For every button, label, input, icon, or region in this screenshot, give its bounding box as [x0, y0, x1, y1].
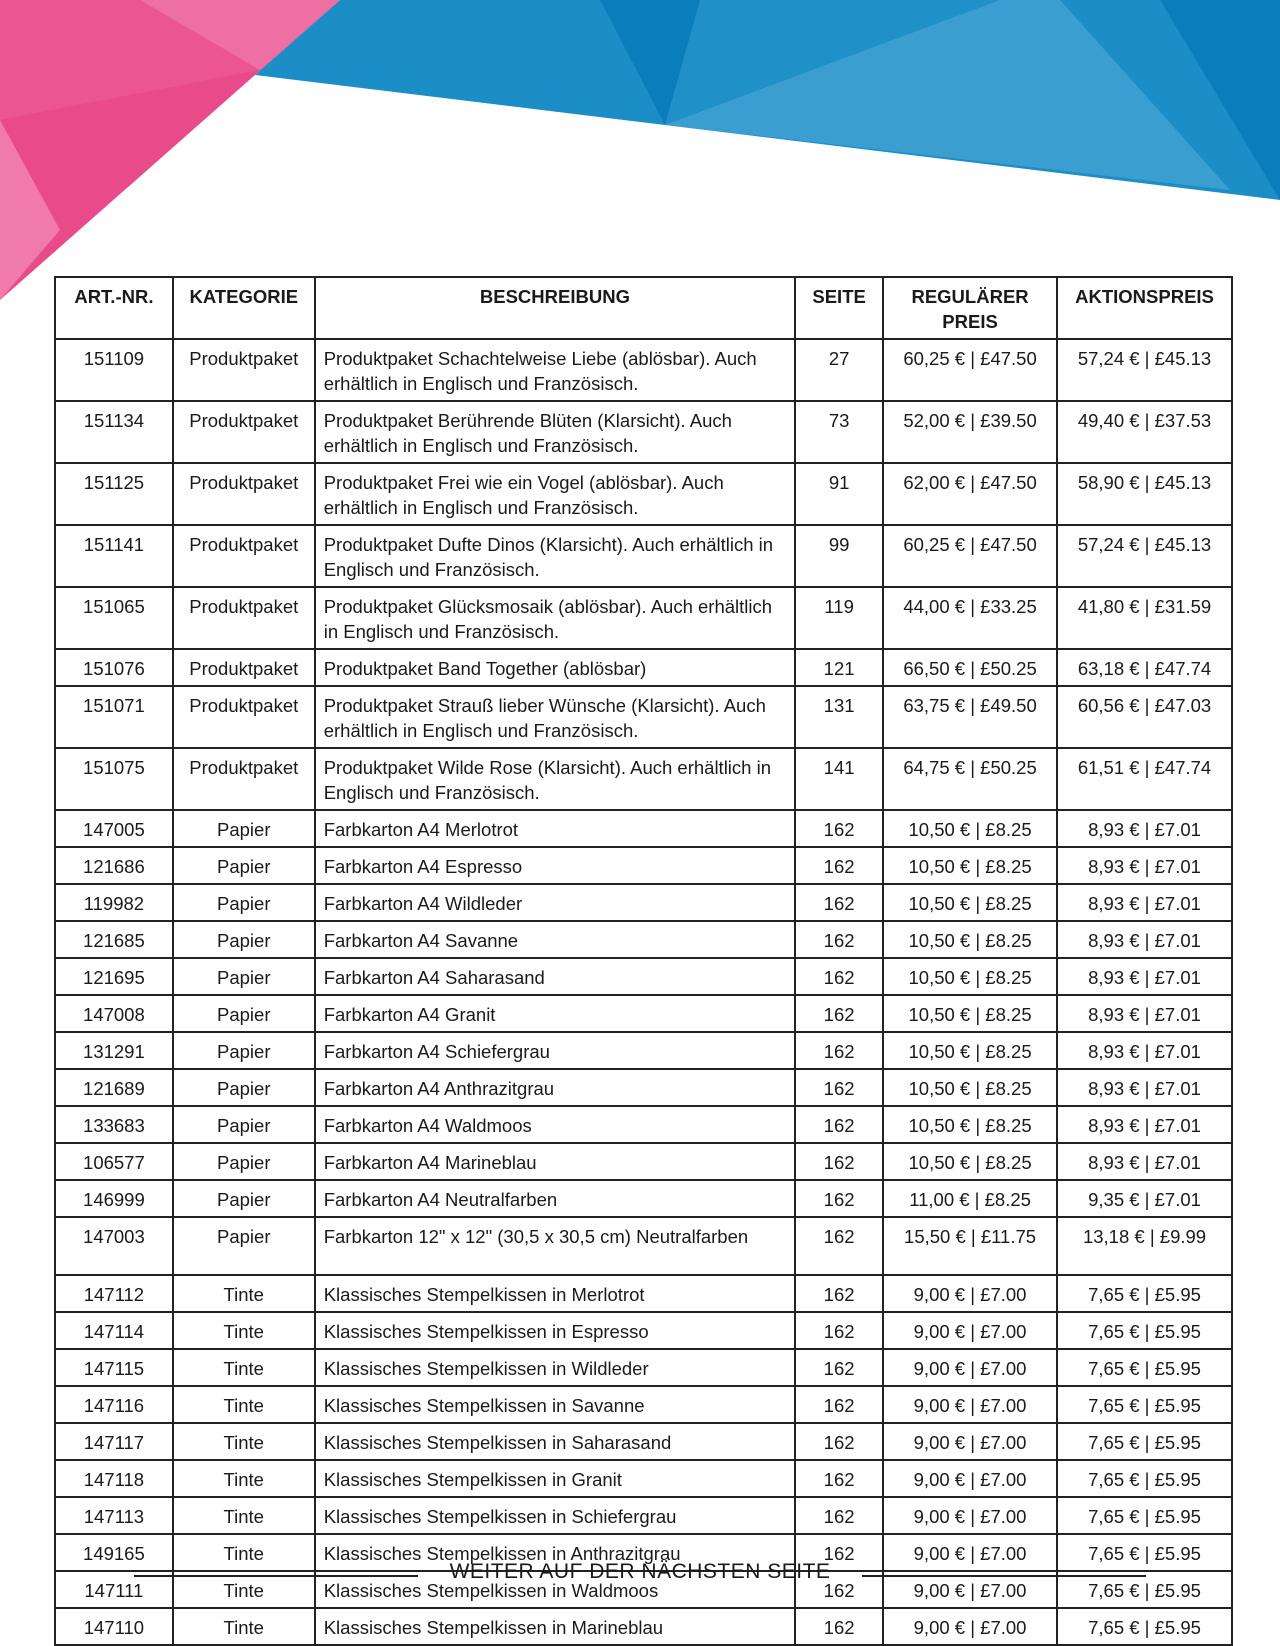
cell-seite: 162 — [795, 1534, 883, 1571]
cell-art-nr: 147114 — [55, 1312, 173, 1349]
cell-aktionspreis: 7,65 € | £5.95 — [1057, 1571, 1232, 1608]
cell-aktionspreis: 9,35 € | £7.01 — [1057, 1180, 1232, 1217]
cell-regulaerer-preis: 62,00 € | £47.50 — [883, 463, 1057, 525]
header-regulaerer-preis: REGULÄRER PREIS — [883, 277, 1057, 339]
cell-kategorie: Papier — [173, 1032, 315, 1069]
price-table — [54, 276, 1233, 1646]
cell-seite: 121 — [795, 649, 883, 686]
cell-beschreibung: Produktpaket Glücksmosaik (ablösbar). Auch erhältlich in Englisch und Französisch. — [315, 587, 795, 649]
cell-seite: 162 — [795, 1143, 883, 1180]
cell-regulaerer-preis: 9,00 € | £7.00 — [883, 1608, 1057, 1645]
cell-kategorie: Papier — [173, 958, 315, 995]
cell-aktionspreis: 7,65 € | £5.95 — [1057, 1386, 1232, 1423]
cell-aktionspreis: 8,93 € | £7.01 — [1057, 921, 1232, 958]
header-aktionspreis: AKTIONSPREIS — [1057, 277, 1232, 339]
cell-regulaerer-preis: 10,50 € | £8.25 — [883, 810, 1057, 847]
cell-beschreibung: Klassisches Stempelkissen in Granit — [315, 1460, 795, 1497]
cell-beschreibung: Produktpaket Wilde Rose (Klarsicht). Auch erhältlich in Englisch und Französisch. — [315, 748, 795, 810]
cell-art-nr: 121689 — [55, 1069, 173, 1106]
footer-divider-right — [862, 1575, 1146, 1577]
cell-kategorie: Papier — [173, 995, 315, 1032]
table-row — [55, 339, 1232, 401]
cell-aktionspreis: 57,24 € | £45.13 — [1057, 525, 1232, 587]
cell-aktionspreis: 7,65 € | £5.95 — [1057, 1608, 1232, 1645]
cell-aktionspreis: 61,51 € | £47.74 — [1057, 748, 1232, 810]
table-row — [55, 995, 1232, 1032]
cell-regulaerer-preis: 63,75 € | £49.50 — [883, 686, 1057, 748]
table-row — [55, 748, 1232, 810]
cell-seite: 141 — [795, 748, 883, 810]
cell-aktionspreis: 8,93 € | £7.01 — [1057, 847, 1232, 884]
cell-seite: 162 — [795, 1032, 883, 1069]
cell-kategorie: Papier — [173, 1069, 315, 1106]
continued-note: WEITER AUF DER NÄCHSTEN SEITE — [449, 1560, 831, 1583]
table-row — [55, 686, 1232, 748]
cell-beschreibung: Klassisches Stempelkissen in Savanne — [315, 1386, 795, 1423]
table-row — [55, 1312, 1232, 1349]
cell-kategorie: Produktpaket — [173, 463, 315, 525]
cell-art-nr: 147005 — [55, 810, 173, 847]
cell-art-nr: 151109 — [55, 339, 173, 401]
cell-art-nr: 151125 — [55, 463, 173, 525]
cell-seite: 162 — [795, 995, 883, 1032]
cell-art-nr: 146999 — [55, 1180, 173, 1217]
cell-seite: 162 — [795, 1460, 883, 1497]
table-row — [55, 810, 1232, 847]
cell-regulaerer-preis: 9,00 € | £7.00 — [883, 1497, 1057, 1534]
cell-art-nr: 151065 — [55, 587, 173, 649]
table-header-row — [55, 277, 1232, 339]
cell-kategorie: Tinte — [173, 1608, 315, 1645]
cell-seite: 162 — [795, 1180, 883, 1217]
cell-art-nr: 121685 — [55, 921, 173, 958]
cell-aktionspreis: 8,93 € | £7.01 — [1057, 958, 1232, 995]
cell-seite: 27 — [795, 339, 883, 401]
cell-kategorie: Papier — [173, 847, 315, 884]
cell-art-nr: 147117 — [55, 1423, 173, 1460]
cell-beschreibung: Produktpaket Frei wie ein Vogel (ablösbar). Auch erhältlich in Englisch und Französisch. — [315, 463, 795, 525]
cell-kategorie: Papier — [173, 884, 315, 921]
cell-beschreibung: Farbkarton A4 Merlotrot — [315, 810, 795, 847]
cell-kategorie: Papier — [173, 1106, 315, 1143]
cell-art-nr: 106577 — [55, 1143, 173, 1180]
cell-beschreibung: Farbkarton A4 Neutralfarben — [315, 1180, 795, 1217]
cell-kategorie: Tinte — [173, 1312, 315, 1349]
cell-seite: 162 — [795, 1275, 883, 1312]
cell-aktionspreis: 13,18 € | £9.99 — [1057, 1217, 1232, 1275]
cell-beschreibung: Klassisches Stempelkissen in Schiefergrau — [315, 1497, 795, 1534]
cell-art-nr: 147003 — [55, 1217, 173, 1275]
cell-aktionspreis: 58,90 € | £45.13 — [1057, 463, 1232, 525]
table-row — [55, 921, 1232, 958]
cell-art-nr: 147113 — [55, 1497, 173, 1534]
decorative-banner — [0, 0, 1280, 300]
cell-kategorie: Tinte — [173, 1275, 315, 1312]
table-row — [55, 463, 1232, 525]
cell-regulaerer-preis: 10,50 € | £8.25 — [883, 995, 1057, 1032]
table-row — [55, 525, 1232, 587]
cell-aktionspreis: 7,65 € | £5.95 — [1057, 1275, 1232, 1312]
table-row — [55, 1106, 1232, 1143]
cell-seite: 99 — [795, 525, 883, 587]
cell-kategorie: Papier — [173, 921, 315, 958]
cell-aktionspreis: 49,40 € | £37.53 — [1057, 401, 1232, 463]
cell-kategorie: Tinte — [173, 1534, 315, 1571]
cell-art-nr: 149165 — [55, 1534, 173, 1571]
cell-beschreibung: Klassisches Stempelkissen in Marineblau — [315, 1608, 795, 1645]
cell-beschreibung: Farbkarton A4 Waldmoos — [315, 1106, 795, 1143]
cell-regulaerer-preis: 10,50 € | £8.25 — [883, 1143, 1057, 1180]
cell-beschreibung: Farbkarton A4 Marineblau — [315, 1143, 795, 1180]
cell-regulaerer-preis: 11,00 € | £8.25 — [883, 1180, 1057, 1217]
cell-beschreibung: Klassisches Stempelkissen in Saharasand — [315, 1423, 795, 1460]
cell-kategorie: Tinte — [173, 1423, 315, 1460]
cell-art-nr: 119982 — [55, 884, 173, 921]
cell-kategorie: Produktpaket — [173, 587, 315, 649]
cell-regulaerer-preis: 9,00 € | £7.00 — [883, 1349, 1057, 1386]
cell-beschreibung: Produktpaket Berührende Blüten (Klarsicht). Auch erhältlich in Englisch und Französisch. — [315, 401, 795, 463]
cell-kategorie: Tinte — [173, 1497, 315, 1534]
cell-aktionspreis: 8,93 € | £7.01 — [1057, 1032, 1232, 1069]
cell-art-nr: 147111 — [55, 1571, 173, 1608]
cell-kategorie: Papier — [173, 1143, 315, 1180]
table-row — [55, 884, 1232, 921]
header-art-nr: ART.-NR. — [55, 277, 173, 339]
cell-regulaerer-preis: 10,50 € | £8.25 — [883, 884, 1057, 921]
table-row — [55, 958, 1232, 995]
table-row — [55, 1349, 1232, 1386]
cell-art-nr: 147115 — [55, 1349, 173, 1386]
cell-seite: 162 — [795, 1608, 883, 1645]
table-row — [55, 1032, 1232, 1069]
cell-art-nr: 151076 — [55, 649, 173, 686]
table-row — [55, 587, 1232, 649]
cell-seite: 162 — [795, 810, 883, 847]
cell-kategorie: Produktpaket — [173, 686, 315, 748]
cell-aktionspreis: 8,93 € | £7.01 — [1057, 884, 1232, 921]
cell-beschreibung: Klassisches Stempelkissen in Wildleder — [315, 1349, 795, 1386]
cell-art-nr: 151141 — [55, 525, 173, 587]
cell-regulaerer-preis: 15,50 € | £11.75 — [883, 1217, 1057, 1275]
cell-regulaerer-preis: 10,50 € | £8.25 — [883, 1106, 1057, 1143]
cell-regulaerer-preis: 9,00 € | £7.00 — [883, 1460, 1057, 1497]
cell-art-nr: 147112 — [55, 1275, 173, 1312]
cell-seite: 73 — [795, 401, 883, 463]
cell-regulaerer-preis: 9,00 € | £7.00 — [883, 1386, 1057, 1423]
cell-regulaerer-preis: 60,25 € | £47.50 — [883, 525, 1057, 587]
cell-regulaerer-preis: 9,00 € | £7.00 — [883, 1423, 1057, 1460]
cell-beschreibung: Farbkarton A4 Schiefergrau — [315, 1032, 795, 1069]
cell-art-nr: 147116 — [55, 1386, 173, 1423]
cell-kategorie: Produktpaket — [173, 748, 315, 810]
cell-art-nr: 121695 — [55, 958, 173, 995]
cell-seite: 91 — [795, 463, 883, 525]
cell-seite: 162 — [795, 1386, 883, 1423]
table-row — [55, 1217, 1232, 1275]
cell-beschreibung: Farbkarton A4 Savanne — [315, 921, 795, 958]
cell-aktionspreis: 7,65 € | £5.95 — [1057, 1423, 1232, 1460]
cell-regulaerer-preis: 9,00 € | £7.00 — [883, 1534, 1057, 1571]
cell-art-nr: 133683 — [55, 1106, 173, 1143]
cell-aktionspreis: 8,93 € | £7.01 — [1057, 1143, 1232, 1180]
cell-regulaerer-preis: 9,00 € | £7.00 — [883, 1275, 1057, 1312]
cell-art-nr: 147118 — [55, 1460, 173, 1497]
cell-regulaerer-preis: 9,00 € | £7.00 — [883, 1571, 1057, 1608]
table-row — [55, 1180, 1232, 1217]
header-seite: SEITE — [795, 277, 883, 339]
cell-beschreibung: Produktpaket Schachtelweise Liebe (ablösbar). Auch erhältlich in Englisch und Französisch. — [315, 339, 795, 401]
cell-regulaerer-preis: 66,50 € | £50.25 — [883, 649, 1057, 686]
cell-seite: 162 — [795, 1423, 883, 1460]
cell-beschreibung: Klassisches Stempelkissen in Merlotrot — [315, 1275, 795, 1312]
cell-aktionspreis: 7,65 € | £5.95 — [1057, 1460, 1232, 1497]
cell-regulaerer-preis: 64,75 € | £50.25 — [883, 748, 1057, 810]
cell-beschreibung: Farbkarton A4 Wildleder — [315, 884, 795, 921]
cell-art-nr: 151071 — [55, 686, 173, 748]
cell-art-nr: 151075 — [55, 748, 173, 810]
cell-aktionspreis: 7,65 € | £5.95 — [1057, 1349, 1232, 1386]
cell-seite: 131 — [795, 686, 883, 748]
cell-regulaerer-preis: 9,00 € | £7.00 — [883, 1312, 1057, 1349]
cell-beschreibung: Produktpaket Dufte Dinos (Klarsicht). Auch erhältlich in Englisch und Französisch. — [315, 525, 795, 587]
cell-regulaerer-preis: 10,50 € | £8.25 — [883, 1069, 1057, 1106]
cell-aktionspreis: 8,93 € | £7.01 — [1057, 1106, 1232, 1143]
cell-seite: 162 — [795, 1497, 883, 1534]
cell-kategorie: Papier — [173, 1217, 315, 1275]
cell-seite: 162 — [795, 884, 883, 921]
cell-regulaerer-preis: 10,50 € | £8.25 — [883, 847, 1057, 884]
cell-kategorie: Produktpaket — [173, 339, 315, 401]
cell-aktionspreis: 8,93 € | £7.01 — [1057, 810, 1232, 847]
cell-kategorie: Tinte — [173, 1460, 315, 1497]
table-row — [55, 649, 1232, 686]
cell-aktionspreis: 7,65 € | £5.95 — [1057, 1534, 1232, 1571]
cell-art-nr: 147110 — [55, 1608, 173, 1645]
cell-art-nr: 121686 — [55, 847, 173, 884]
cell-aktionspreis: 7,65 € | £5.95 — [1057, 1497, 1232, 1534]
cell-art-nr: 131291 — [55, 1032, 173, 1069]
cell-seite: 162 — [795, 921, 883, 958]
cell-seite: 162 — [795, 847, 883, 884]
table-row — [55, 847, 1232, 884]
table-row — [55, 1275, 1232, 1312]
cell-beschreibung: Klassisches Stempelkissen in Espresso — [315, 1312, 795, 1349]
cell-seite: 162 — [795, 1571, 883, 1608]
cell-beschreibung: Farbkarton A4 Anthrazitgrau — [315, 1069, 795, 1106]
cell-aktionspreis: 57,24 € | £45.13 — [1057, 339, 1232, 401]
cell-kategorie: Produktpaket — [173, 401, 315, 463]
cell-beschreibung: Produktpaket Strauß lieber Wünsche (Klarsicht). Auch erhältlich in Englisch und Französisch. — [315, 686, 795, 748]
cell-beschreibung: Produktpaket Band Together (ablösbar) — [315, 649, 795, 686]
cell-kategorie: Produktpaket — [173, 525, 315, 587]
table-row — [55, 401, 1232, 463]
cell-seite: 119 — [795, 587, 883, 649]
cell-kategorie: Tinte — [173, 1571, 315, 1608]
cell-beschreibung: Farbkarton A4 Saharasand — [315, 958, 795, 995]
cell-regulaerer-preis: 60,25 € | £47.50 — [883, 339, 1057, 401]
cell-seite: 162 — [795, 1349, 883, 1386]
cell-kategorie: Papier — [173, 1180, 315, 1217]
cell-kategorie: Tinte — [173, 1386, 315, 1423]
cell-kategorie: Produktpaket — [173, 649, 315, 686]
cell-seite: 162 — [795, 1217, 883, 1275]
table-row — [55, 1497, 1232, 1534]
header-kategorie: KATEGORIE — [173, 277, 315, 339]
table-row — [55, 1460, 1232, 1497]
cell-regulaerer-preis: 10,50 € | £8.25 — [883, 921, 1057, 958]
cell-art-nr: 147008 — [55, 995, 173, 1032]
table-row — [55, 1069, 1232, 1106]
cell-art-nr: 151134 — [55, 401, 173, 463]
cell-kategorie: Papier — [173, 810, 315, 847]
cell-seite: 162 — [795, 958, 883, 995]
cell-seite: 162 — [795, 1312, 883, 1349]
cell-aktionspreis: 8,93 € | £7.01 — [1057, 1069, 1232, 1106]
table-row — [55, 1143, 1232, 1180]
cell-aktionspreis: 60,56 € | £47.03 — [1057, 686, 1232, 748]
cell-beschreibung: Klassisches Stempelkissen in Anthrazitgrau — [315, 1534, 795, 1571]
cell-beschreibung: Farbkarton A4 Espresso — [315, 847, 795, 884]
cell-aktionspreis: 41,80 € | £31.59 — [1057, 587, 1232, 649]
cell-regulaerer-preis: 10,50 € | £8.25 — [883, 958, 1057, 995]
cell-beschreibung: Klassisches Stempelkissen in Waldmoos — [315, 1571, 795, 1608]
cell-regulaerer-preis: 52,00 € | £39.50 — [883, 401, 1057, 463]
cell-regulaerer-preis: 44,00 € | £33.25 — [883, 587, 1057, 649]
cell-seite: 162 — [795, 1106, 883, 1143]
header-beschreibung: BESCHREIBUNG — [315, 277, 795, 339]
cell-seite: 162 — [795, 1069, 883, 1106]
cell-beschreibung: Farbkarton A4 Granit — [315, 995, 795, 1032]
table-row — [55, 1423, 1232, 1460]
cell-aktionspreis: 63,18 € | £47.74 — [1057, 649, 1232, 686]
cell-aktionspreis: 7,65 € | £5.95 — [1057, 1312, 1232, 1349]
cell-kategorie: Tinte — [173, 1349, 315, 1386]
cell-regulaerer-preis: 10,50 € | £8.25 — [883, 1032, 1057, 1069]
cell-aktionspreis: 8,93 € | £7.01 — [1057, 995, 1232, 1032]
table-row — [55, 1386, 1232, 1423]
table-row — [55, 1608, 1232, 1645]
cell-beschreibung: Farbkarton 12" x 12" (30,5 x 30,5 cm) Neutralfarben — [315, 1217, 795, 1275]
